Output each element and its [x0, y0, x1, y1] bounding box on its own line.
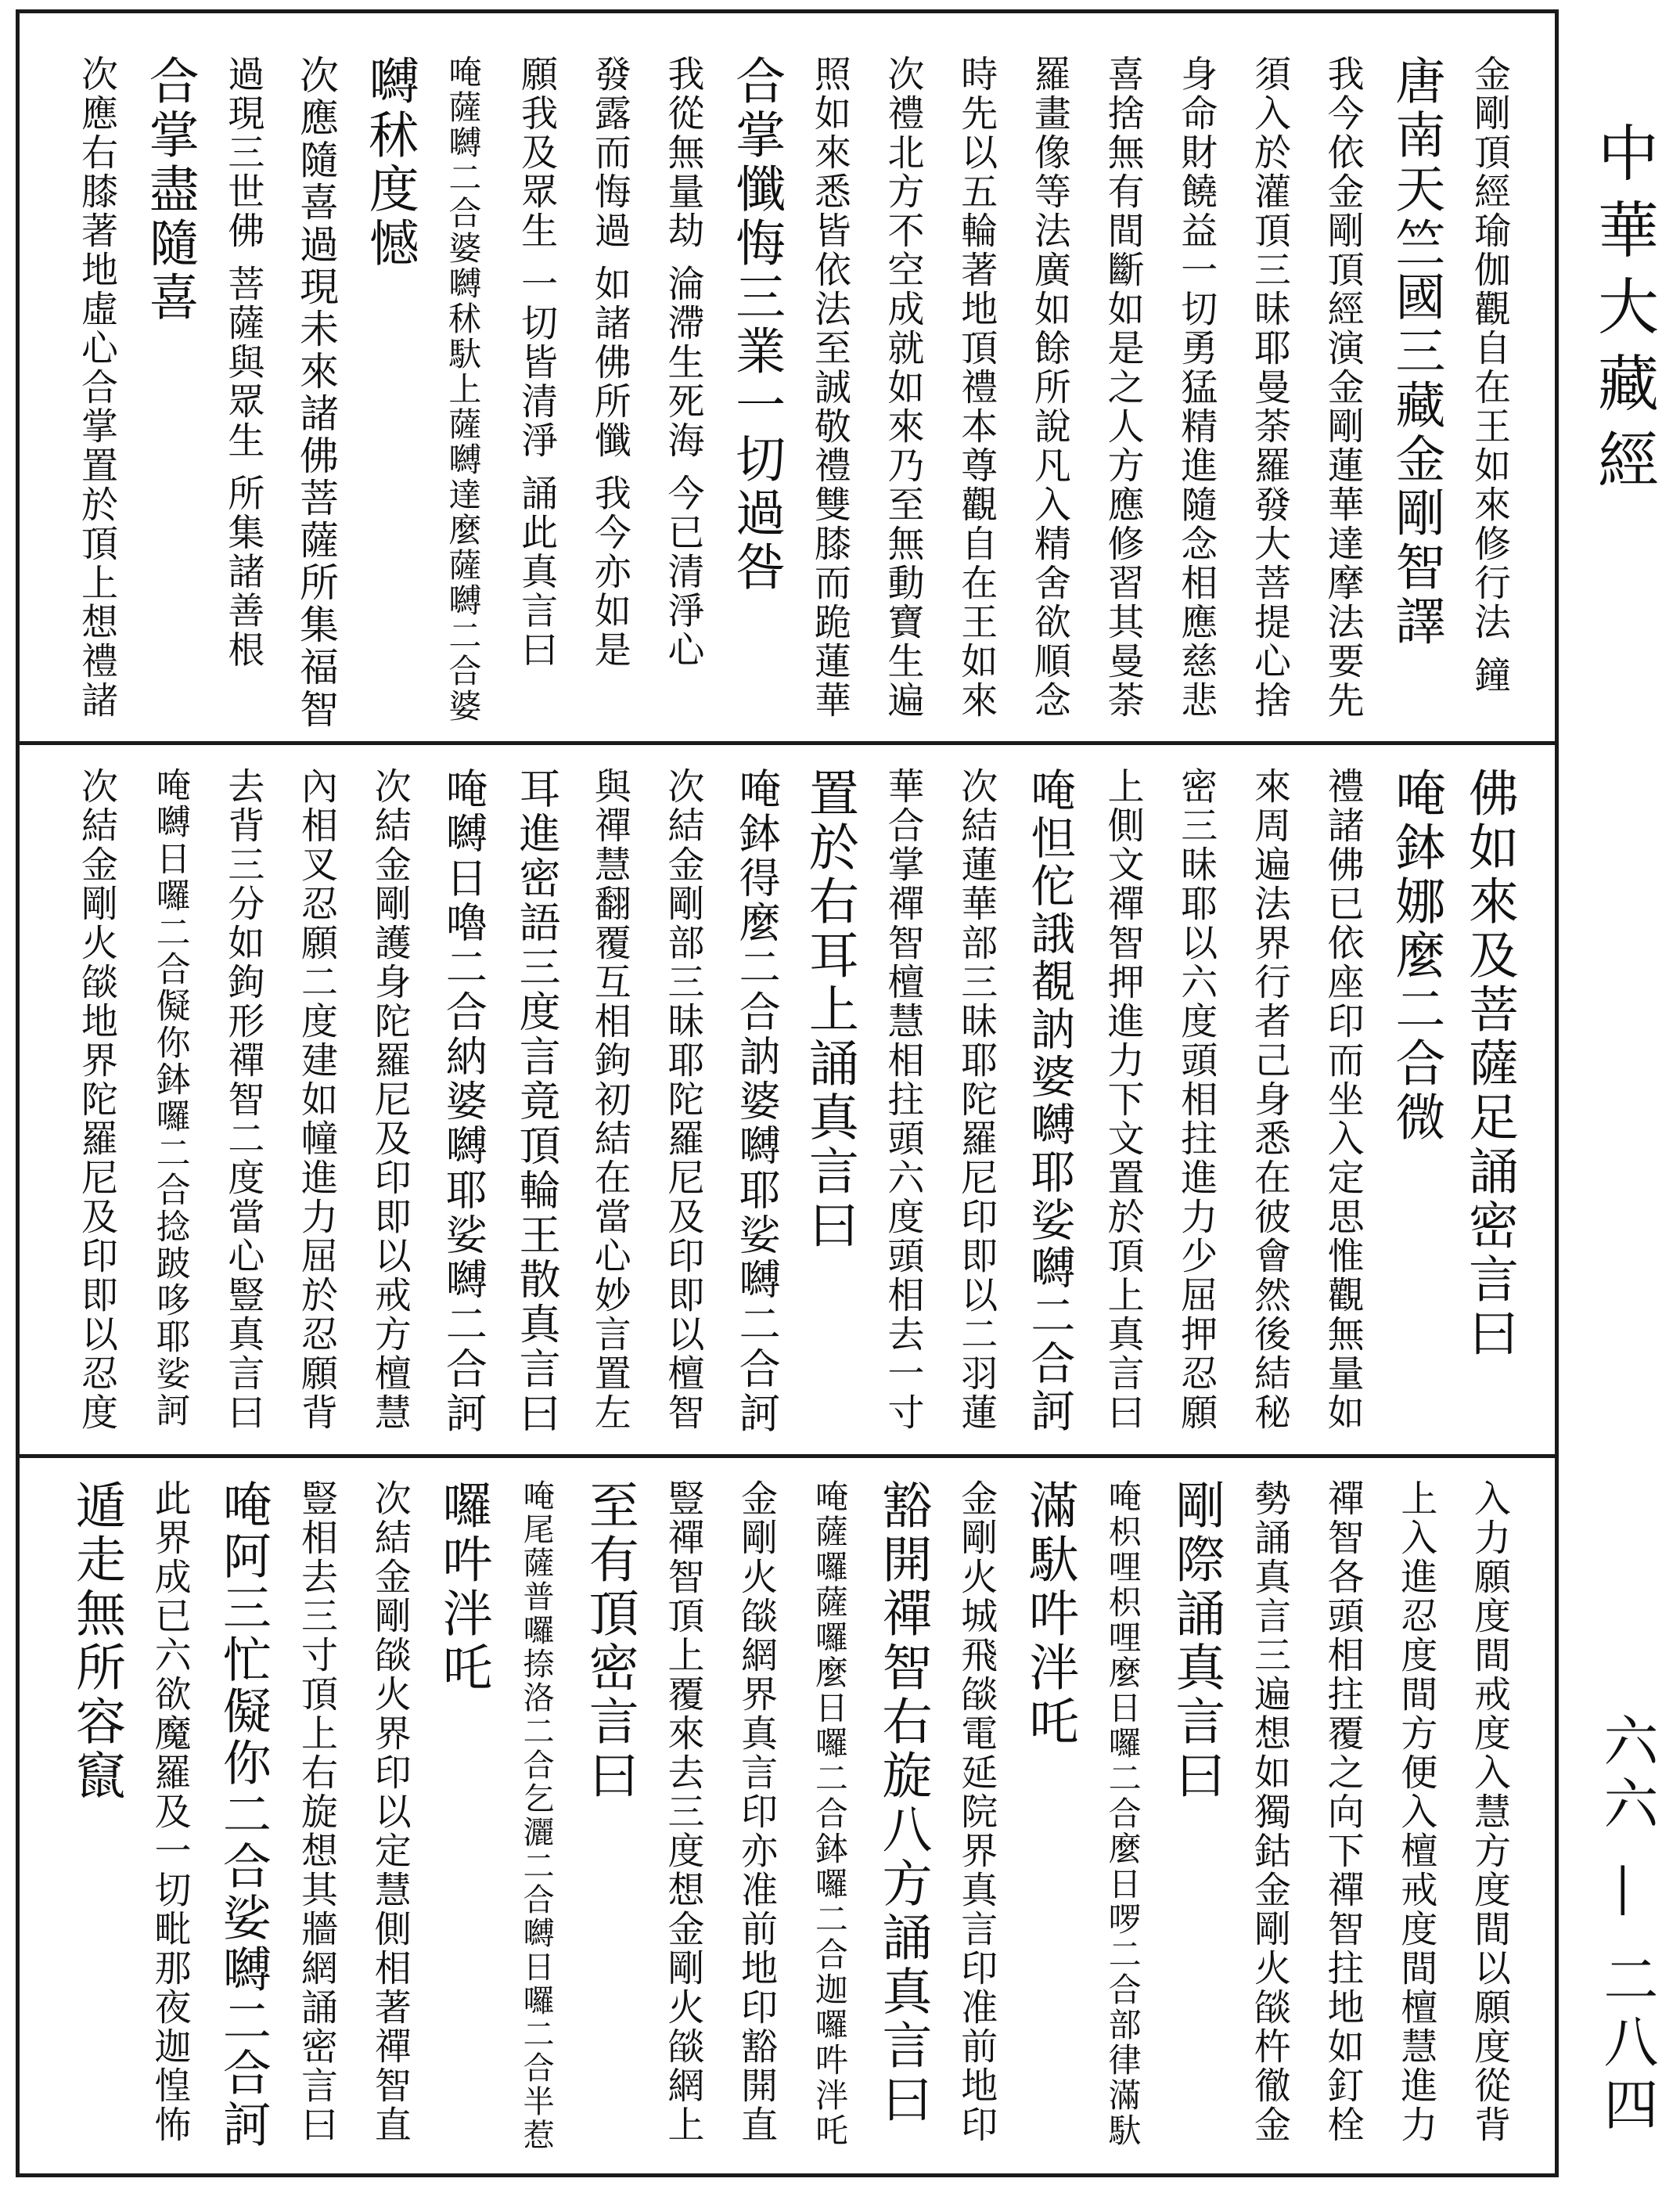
text-column: 唵怛佗誐覩訥婆嚩耶娑嚩二合訶	[1023, 767, 1075, 1435]
text-column: 喜捨無有間斷如是之人方應修習其曼荼	[1101, 55, 1145, 720]
text-column: 次應右膝著地虛心合掌置於頂上想禮諸	[75, 55, 118, 720]
text-column: 須入於灌頂三昧耶曼荼羅發大菩提心捨	[1247, 55, 1291, 720]
text-column: 唵阿三忙儗你二合娑嚩二合訶	[214, 1479, 272, 2151]
text-column: 合掌懺悔三業一切過咎	[727, 55, 786, 595]
text-column: 過現三世佛 菩薩與眾生 所集諸善根	[221, 55, 265, 670]
text-column: 發露而悔過 如諸佛所懺 我今亦如是	[588, 55, 631, 670]
text-column: 羅畫像等法廣如餘所說凡入精舍欲順念	[1027, 55, 1071, 720]
register-divider-2	[16, 1454, 1559, 1458]
text-column: 嚩秫度憾	[360, 55, 419, 271]
text-column: 願我及眾生 一切皆清淨 誦此真言曰	[515, 55, 559, 670]
text-column: 密三昧耶以六度頭相拄進力少屈押忍願	[1175, 767, 1218, 1432]
text-column: 上側文禪智押進力下文置於頂上真言曰	[1101, 767, 1145, 1432]
text-column: 置於右耳上誦真言曰	[800, 767, 858, 1253]
text-column: 唵嚩日嚕二合納婆嚩耶娑嚩二合訶	[439, 767, 487, 1436]
text-column: 來周遍法界行者己身悉在彼會然後結秘	[1247, 767, 1291, 1432]
series-title: 中華大藏經	[1588, 121, 1658, 505]
text-column: 唵尾薩普囉捺洛二合乞灑二合嚩日囉二合半惹	[518, 1479, 555, 2152]
text-column: 勢誦真言三遍想如獨鈷金剛火燄杵徹金	[1247, 1479, 1291, 2144]
text-column: 滿馱吽泮吒	[1020, 1479, 1078, 1749]
text-column: 華合掌禪智檀慧相拄頭六度頭相去一寸	[881, 767, 925, 1432]
page-number: 六六 — 二八四	[1595, 1712, 1659, 2139]
text-column: 照如來悉皆依法至誠敬禮雙膝而跪蓮華	[808, 55, 851, 720]
text-column: 佛如來及菩薩足誦密言曰	[1460, 767, 1518, 1361]
text-column: 金剛火燄網界真言印亦准前地印豁開直	[735, 1479, 779, 2144]
text-column: 豎相去三寸頂上右旋想其牆網誦密言曰	[295, 1479, 339, 2144]
text-column: 禪智各頭相拄覆之向下禪智拄地如釘栓	[1321, 1479, 1365, 2144]
text-column: 豁開禪智右旋八方誦真言曰	[873, 1479, 932, 2127]
text-column: 合掌盡隨喜	[140, 55, 199, 325]
text-column: 禮諸佛已依座印而坐入定思惟觀無量如	[1321, 767, 1365, 1432]
text-column: 我從無量劫 淪滯生死海 今已清淨心	[661, 55, 705, 670]
text-column: 次結金剛火燄地界陀羅尼及印即以忍度	[75, 767, 118, 1432]
text-column: 次結金剛部三昧耶陀羅尼及印即以檀智	[661, 767, 705, 1432]
text-column: 次結金剛護身陀羅尼及印即以戒方檀慧	[368, 767, 412, 1432]
text-column: 金剛頂經瑜伽觀自在王如來修行法 鐘	[1468, 55, 1511, 695]
text-column: 上入進忍度間方便入檀戒度間檀慧進力	[1394, 1479, 1438, 2144]
text-column: 次應隨喜過現未來諸佛菩薩所集福智	[293, 55, 340, 731]
text-column: 豎禪智頂上覆來去三度想金剛火燄網上	[661, 1479, 705, 2144]
text-column: 與禪慧翻覆互相鉤初結在當心妙言置左	[588, 767, 631, 1432]
text-column: 次結蓮華部三昧耶陀羅尼印即以二羽蓮	[955, 767, 998, 1432]
text-column: 次禮北方不空成就如來乃至無動寶生遍	[881, 55, 925, 720]
text-column: 身命財饒益一切勇猛精進隨念相應慈悲	[1175, 55, 1218, 720]
text-column: 去背三分如鉤形禪智二度當心豎真言曰	[221, 767, 265, 1432]
text-column: 剛際誦真言曰	[1167, 1479, 1225, 1803]
register-divider-1	[16, 741, 1559, 745]
text-column: 入力願度間戒度入慧方度間以願度從背	[1468, 1479, 1511, 2144]
text-column: 次結金剛燄火界印以定慧側相著禪智直	[368, 1479, 412, 2144]
text-column: 至有頂密言曰	[580, 1479, 639, 1803]
text-column: 金剛火城飛燄電延院界真言印准前地印	[955, 1479, 998, 2144]
text-column: 此界成已六欲魔羅及一切毗那夜迦惶怖	[148, 1479, 192, 2144]
text-column: 囉吽泮吒	[433, 1479, 492, 1695]
text-column: 唐南天竺國三藏金剛智譯	[1387, 55, 1445, 649]
text-column: 唵枳哩枳哩麼日囉二合麼日啰二合部律滿馱	[1103, 1479, 1142, 2148]
text-column: 唵嚩日囉二合儗你鉢囉二合捻跛哆耶娑訶	[149, 767, 190, 1429]
text-column: 唵鉢得麼二合訥婆嚩耶娑嚩二合訶	[732, 767, 781, 1436]
text-column: 唵薩囉薩囉麼日囉二合鉢囉二合迦囉吽泮吒	[810, 1479, 849, 2148]
text-column: 唵薩嚩二合婆嚩秫馱上薩嚩達麼薩嚩二合婆	[444, 55, 483, 724]
text-column: 我今依金剛頂經演金剛蓮華達摩法要先	[1321, 55, 1365, 720]
text-column: 耳進密語三度言竟頂輪王散真言曰	[513, 767, 561, 1436]
text-column: 遁走無所容竄	[67, 1479, 125, 1803]
text-column: 時先以五輪著地頂禮本尊觀自在王如來	[955, 55, 998, 720]
text-column: 內相叉忍願二度建如幢進力屈於忍願背	[295, 767, 339, 1432]
text-column: 唵鉢娜麼二合微	[1387, 767, 1445, 1145]
